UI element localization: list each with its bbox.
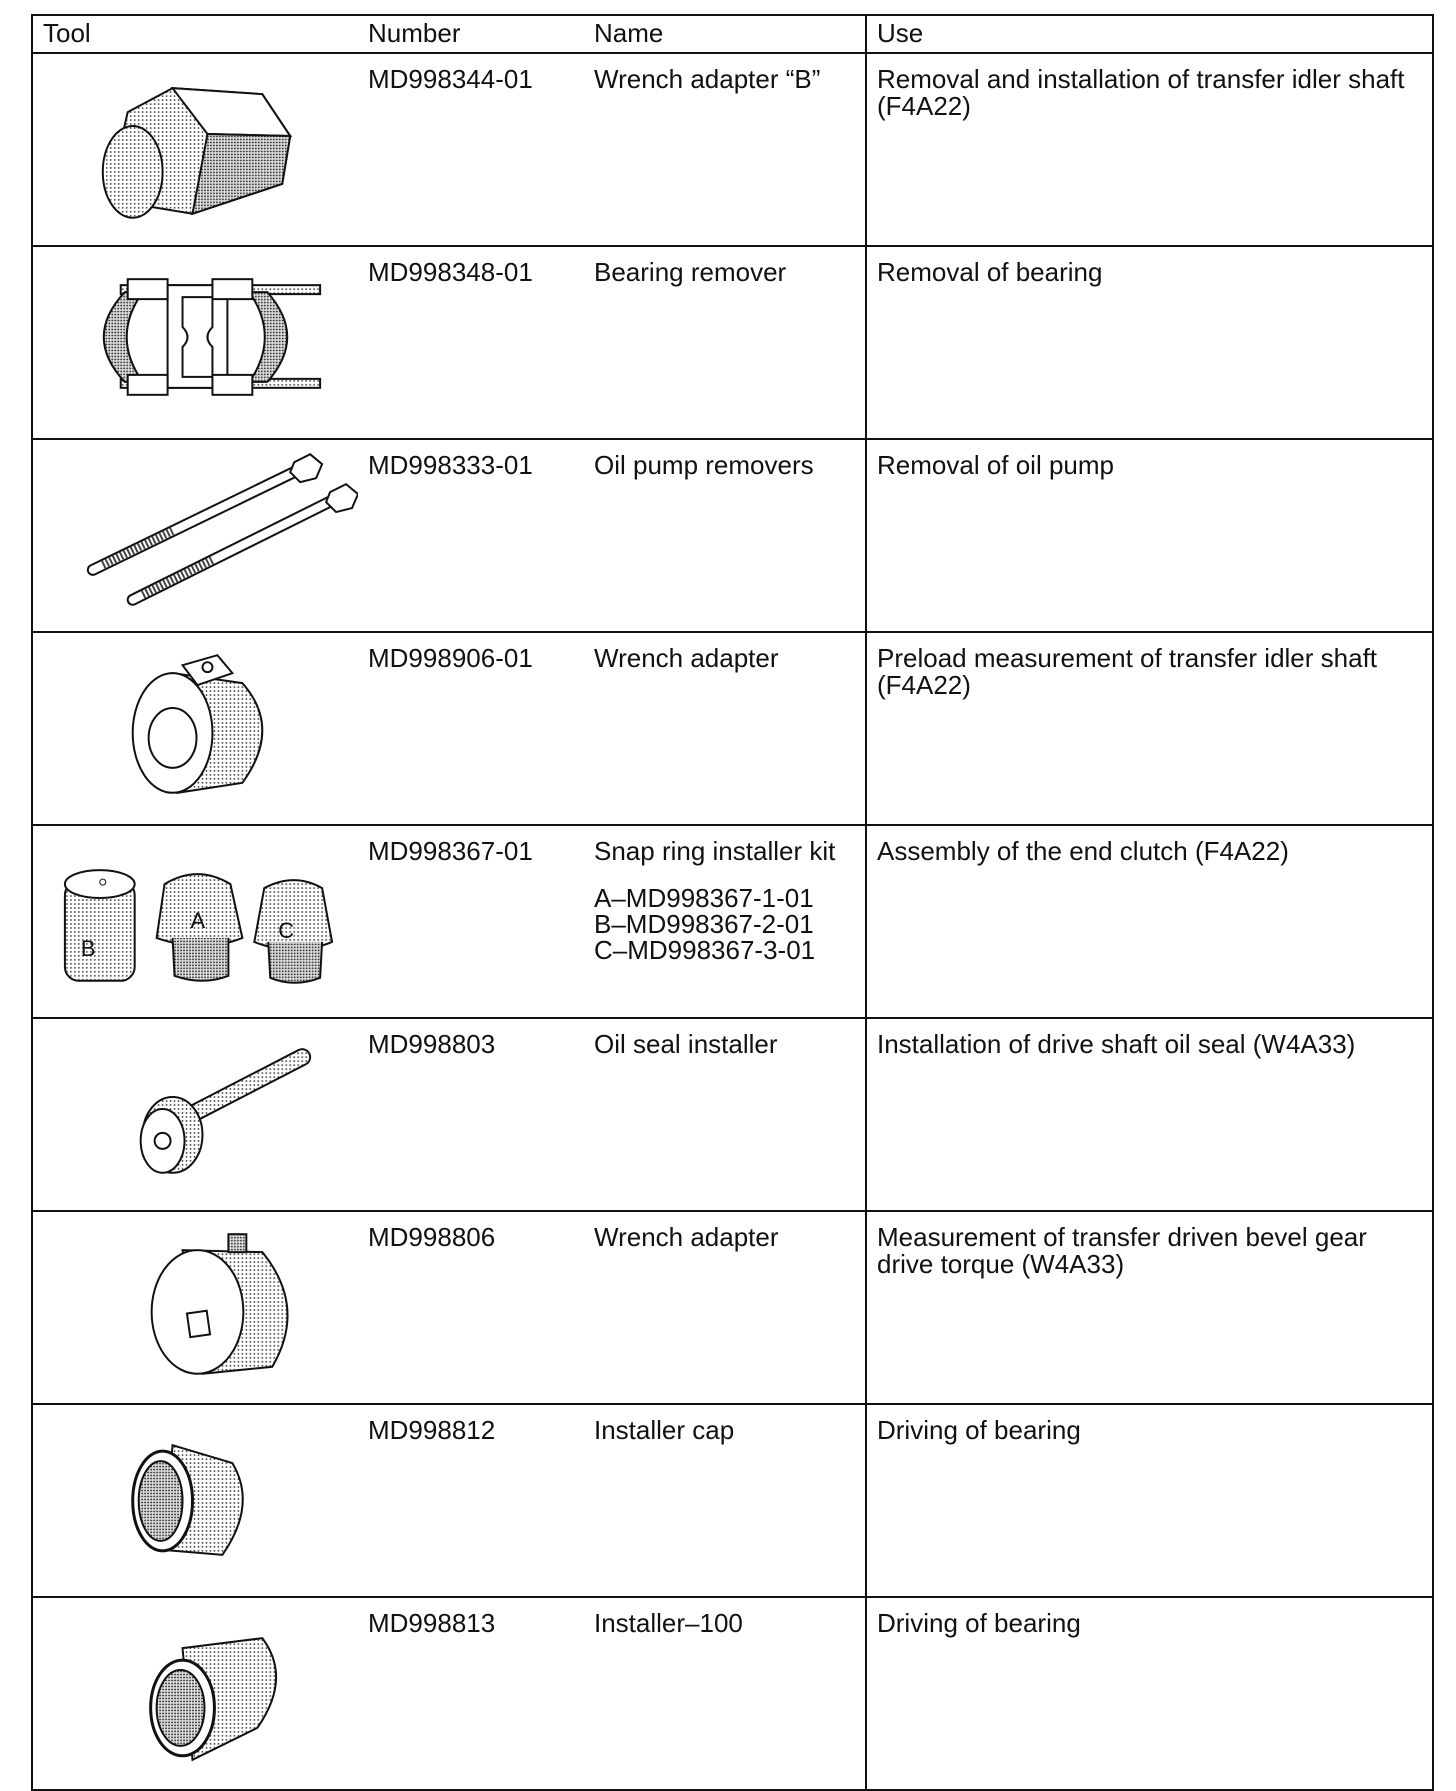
tool-use: Assembly of the end clutch (F4A22) xyxy=(866,825,1433,1018)
tool-use: Installation of drive shaft oil seal (W4A33) xyxy=(866,1018,1433,1211)
tool-illustration-cell xyxy=(32,632,358,825)
cylinder-wrench-adapter-icon xyxy=(33,633,358,812)
kit-part: A–MD998367-1-01 xyxy=(594,883,814,913)
tool-use: Driving of bearing xyxy=(866,1597,1433,1790)
tool-number: MD998803 xyxy=(358,1018,584,1211)
tool-illustration-cell xyxy=(32,1018,358,1211)
header-tool: Tool xyxy=(32,15,358,53)
kit-part-letter-a: A xyxy=(190,907,206,933)
table-row xyxy=(32,825,1433,1018)
table-row xyxy=(32,1597,1433,1790)
table-row xyxy=(32,1018,1433,1211)
tool-name: Oil pump removers xyxy=(584,439,866,632)
tool-use: Driving of bearing xyxy=(866,1404,1433,1597)
tool-number: MD998906-01 xyxy=(358,632,584,825)
tool-illustration-cell xyxy=(32,246,358,439)
table-row xyxy=(32,53,1433,246)
tool-number: MD998344-01 xyxy=(358,53,584,246)
tool-name: Snap ring installer kit xyxy=(594,836,836,866)
tool-name: Oil seal installer xyxy=(584,1018,866,1211)
header-number: Number xyxy=(358,15,584,53)
header-name: Name xyxy=(584,15,866,53)
tool-number: MD998348-01 xyxy=(358,246,584,439)
header-row xyxy=(32,15,1433,53)
tool-illustration-cell xyxy=(32,439,358,632)
tool-number: MD998367-01 xyxy=(358,825,584,1018)
tool-number: MD998813 xyxy=(358,1597,584,1790)
tool-use: Removal of bearing xyxy=(866,246,1433,439)
kit-parts-list xyxy=(594,885,855,963)
table-row xyxy=(32,246,1433,439)
tool-number: MD998806 xyxy=(358,1211,584,1404)
kit-part: C–MD998367-3-01 xyxy=(594,935,816,965)
snap-ring-installer-kit-icon xyxy=(33,826,358,1005)
tool-name: Installer cap xyxy=(584,1404,866,1597)
tool-name: Bearing remover xyxy=(584,246,866,439)
tool-use: Removal of oil pump xyxy=(866,439,1433,632)
square-drive-wrench-adapter-icon xyxy=(33,1212,358,1391)
oil-pump-remover-bolts-icon xyxy=(33,440,358,619)
tool-number: MD998333-01 xyxy=(358,439,584,632)
tool-name: Wrench adapter “B” xyxy=(584,53,866,246)
header-use: Use xyxy=(866,15,1433,53)
kit-part: B–MD998367-2-01 xyxy=(594,909,814,939)
tool-name: Wrench adapter xyxy=(584,632,866,825)
table-row xyxy=(32,439,1433,632)
tool-illustration-cell xyxy=(32,1597,358,1790)
oil-seal-installer-icon xyxy=(33,1019,358,1198)
tool-use: Removal and installation of transfer idler shaft (F4A22) xyxy=(866,53,1433,246)
tool-use: Preload measurement of transfer idler shaft (F4A22) xyxy=(866,632,1433,825)
kit-part-letter-c: C xyxy=(278,917,295,943)
installer-cap-icon xyxy=(33,1405,358,1584)
table-row xyxy=(32,1211,1433,1404)
special-tools-table-sheet xyxy=(31,14,1432,1791)
tool-number: MD998812 xyxy=(358,1404,584,1597)
tool-illustration-cell xyxy=(32,1404,358,1597)
hex-wrench-adapter-icon xyxy=(33,54,358,233)
tool-illustration-cell xyxy=(32,825,358,1018)
installer-sleeve-icon xyxy=(33,1598,358,1777)
table-row xyxy=(32,1404,1433,1597)
tool-illustration-cell xyxy=(32,53,358,246)
kit-part-letter-b: B xyxy=(80,935,96,961)
tool-illustration-cell xyxy=(32,1211,358,1404)
tool-use: Measurement of transfer driven bevel gear drive torque (W4A33) xyxy=(866,1211,1433,1404)
tool-name: Wrench adapter xyxy=(584,1211,866,1404)
special-tools-table xyxy=(31,14,1434,1791)
tool-name-cell xyxy=(584,825,866,1018)
table-row xyxy=(32,632,1433,825)
tool-name: Installer–100 xyxy=(584,1597,866,1790)
bearing-remover-icon xyxy=(33,247,358,426)
